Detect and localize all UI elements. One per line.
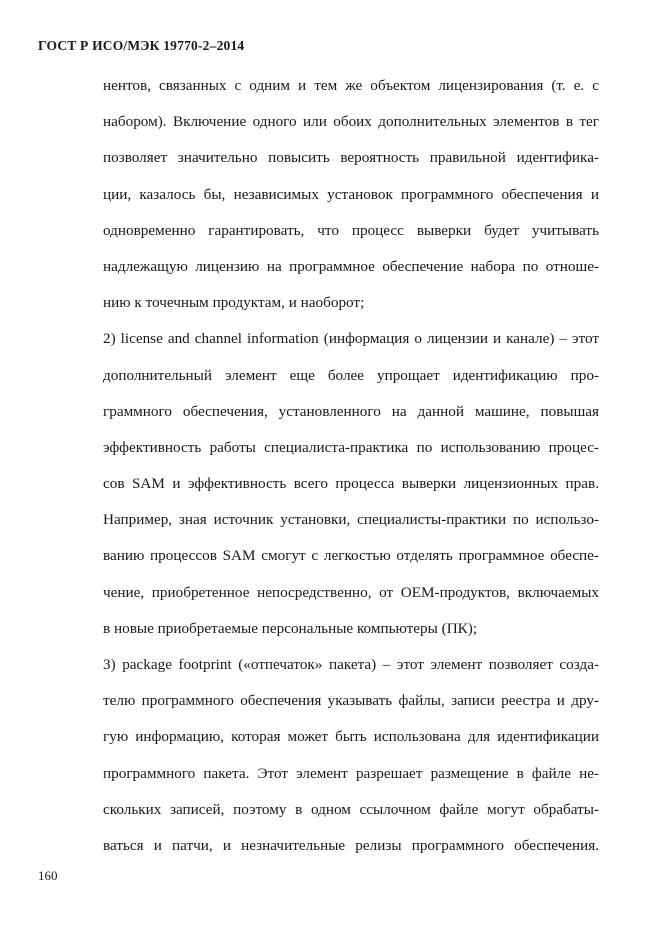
document-header: ГОСТ Р ИСО/МЭК 19770-2–2014: [38, 38, 245, 53]
body-text: [103, 68, 599, 864]
text-line: гую информацию, которая может быть использована для идентификации: [103, 728, 599, 746]
text-line: сов SAM и эффективность всего процесса выверки лицензионных прав.: [103, 475, 599, 493]
text-line: телю программного обеспечения указывать файлы, записи реестра и дру-: [103, 692, 599, 710]
text-line: набором). Включение одного или обоих дополнительных элементов в тег: [103, 113, 599, 131]
text-line: граммного обеспечения, установленного на данной машине, повышая: [103, 402, 599, 420]
text-line: скольких записей, поэтому в одном ссылочном файле могут обрабаты-: [103, 800, 599, 818]
text-line: в новые приобретаемые персональные компьютеры (ПК);: [103, 619, 478, 637]
text-line: ваться и патчи, и незначительные релизы программного обеспечения.: [103, 836, 599, 854]
text-line: позволяет значительно повысить вероятность правильной идентифика-: [103, 149, 599, 167]
text-line: чение, приобретенное непосредственно, от OEM-продуктов, включаемых: [103, 583, 599, 601]
text-line: дополнительный элемент еще более упрощает идентификацию про-: [103, 366, 599, 384]
page-number: 160: [38, 868, 58, 883]
text-line: 2) license and channel information (информация о лицензии и канале) – этот: [103, 330, 599, 348]
text-line: нентов, связанных с одним и тем же объектом лицензирования (т. е. с: [103, 77, 599, 94]
text-line: ции, казалось бы, независимых установок программного обеспечения и: [103, 185, 599, 203]
text-line: программного пакета. Этот элемент разрешает размещение в файле не-: [103, 764, 599, 782]
text-line: Например, зная источник установки, специалисты-практики по использо-: [103, 511, 599, 529]
text-line: 3) package footprint («отпечаток» пакета) – этот элемент позволяет созда-: [103, 656, 599, 673]
text-line: одновременно гарантировать, что процесс выверки будет учитывать: [103, 221, 599, 239]
text-line: нию к точечным продуктам, и наоборот;: [103, 294, 365, 312]
text-line: надлежащую лицензию на программное обеспечение набора по отноше-: [103, 257, 599, 275]
text-line: эффективность работы специалиста-практика по использованию процес-: [103, 438, 599, 456]
text-line: ванию процессов SAM смогут с легкостью отделять программное обеспе-: [103, 547, 599, 565]
